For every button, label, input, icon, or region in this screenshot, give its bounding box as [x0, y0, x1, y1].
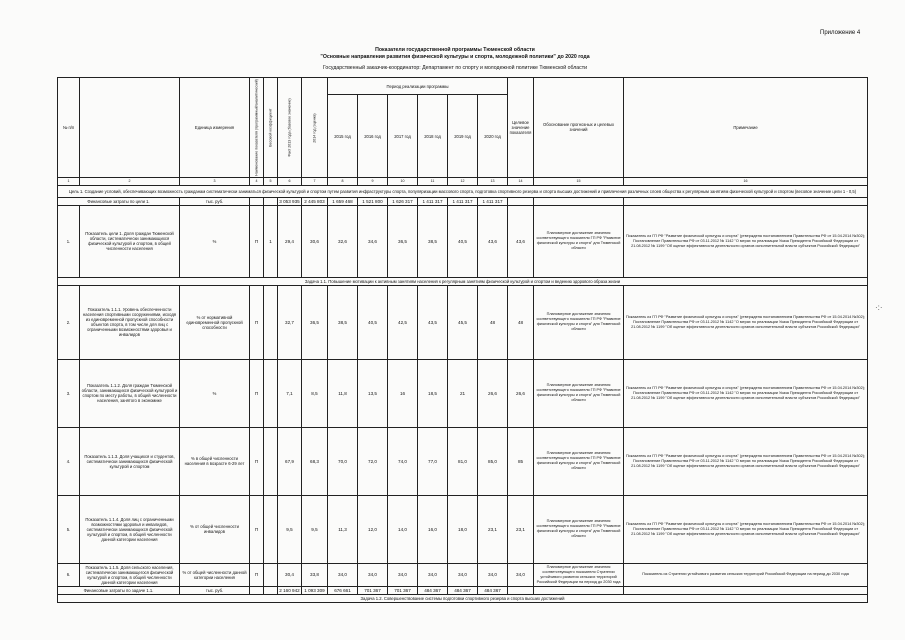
value-year: 13,5 — [358, 359, 388, 427]
row-number: 3. — [58, 359, 80, 427]
value-year: 43,6 — [478, 205, 508, 277]
finance-value: 2 445 803 — [302, 197, 328, 205]
value-year: 34,0 — [388, 563, 418, 586]
column-index: 16 — [624, 177, 868, 185]
column-index: 14 — [508, 177, 534, 185]
value-year: 45,5 — [448, 285, 478, 359]
value-2013: 67,9 — [278, 427, 302, 495]
header-year: 2019 год — [448, 95, 478, 177]
finance-task-label: Финансовые затраты по задаче 1.1. — [58, 586, 180, 594]
value-year: 12,0 — [358, 495, 388, 563]
header-unit: Единица измерения — [180, 78, 250, 178]
indicator-unit: % от нормативной единовременной пропускной способности — [180, 285, 250, 359]
note-text: Показатель из ГП РФ "Развитие физической культуры и спорта" (утверждена постановлением Правительства РФ от 15.04.2014 №302); Постановление Правительства РФ от 03.11.2012 № 1142 "О мерах по реализации Указа Президента Российской Федерации от 21.08.2012 № 1199 "Об оценке эффективности деятельности органов исполнительной власти субъектов Российской Федерации" — [624, 495, 868, 563]
finance-value: 1 411 317 — [418, 197, 448, 205]
value-2013: 29,4 — [278, 205, 302, 277]
header-2013: Факт 2013 года (базовое значение) — [278, 78, 302, 178]
value-2014: 33,8 — [302, 563, 328, 586]
finance-value: 1 521 800 — [358, 197, 388, 205]
note-text: Показатель из ГП РФ "Развитие физической культуры и спорта" (утверждена постановлением Правительства РФ от 15.04.2014 №302); Постановление Правительства РФ от 03.11.2012 № 1142 "О мерах по реализации Указа Президента Российской Федерации от 21.08.2012 № 1199 "Об оценке эффективности деятельности органов исполнительной власти субъектов Российской Федерации" — [624, 427, 868, 495]
header-no: № п/п — [58, 78, 80, 178]
header-year: 2016 год — [358, 95, 388, 177]
table-row — [58, 563, 868, 586]
column-index-row — [58, 177, 868, 185]
value-year: 42,5 — [388, 285, 418, 359]
header-year: 2020 год — [478, 95, 508, 177]
value-year: 43,5 — [418, 285, 448, 359]
column-index: 11 — [418, 177, 448, 185]
value-2013: 9,5 — [278, 495, 302, 563]
indicator-name: Показатель цели 1. Доля граждан Тюменской области, систематически занимающихся физической культурой и спортом, в общей численности населения — [80, 205, 180, 277]
header-name — [80, 78, 180, 178]
header-weight: Весовой коэффициент — [264, 78, 278, 178]
value-year: 36,5 — [388, 205, 418, 277]
column-index: 7 — [302, 177, 328, 185]
finance-value: 1 411 317 — [448, 197, 478, 205]
value-year: 21 — [448, 359, 478, 427]
rationale-text: Планомерное достижение значения соответствующего показателя ГП РФ "Развитие физической культуры и спорта" для Тюменской области — [534, 495, 624, 563]
scan-artifact: ·:· — [875, 303, 883, 312]
finance-unit: тыс. руб. — [180, 586, 250, 594]
target-value: 85 — [508, 427, 534, 495]
finance-value: 3 053 935 — [279, 198, 300, 204]
column-index: 2 — [80, 177, 180, 185]
value-year: 32,6 — [328, 205, 358, 277]
finance-value: 2 160 942 — [279, 587, 300, 593]
table-row — [58, 359, 868, 427]
indicator-type: П — [250, 359, 264, 427]
indicator-type: П — [250, 495, 264, 563]
column-index: 5 — [264, 177, 278, 185]
finance-value: 1 093 309 — [302, 586, 328, 594]
header-2014: 2014 год (оценка) — [302, 78, 328, 178]
header-year: 2017 год — [388, 95, 418, 177]
value-2013: 30,4 — [278, 563, 302, 586]
indicator-type: П — [250, 205, 264, 277]
finance-value: 484 367 — [418, 586, 448, 594]
column-index: 4 — [250, 177, 264, 185]
indicator-weight — [264, 285, 278, 359]
indicator-name: Показатель 1.1.3. Доля учащихся и студентов, систематически занимающихся физической культурой и спортом — [80, 427, 180, 495]
value-year: 11,3 — [328, 495, 358, 563]
indicator-weight — [264, 427, 278, 495]
target-value: 26,6 — [508, 359, 534, 427]
value-2013: 32,7 — [278, 285, 302, 359]
finance-task-row — [58, 586, 868, 594]
value-2014: 36,5 — [302, 285, 328, 359]
note-text: Показатель из ГП РФ "Развитие физической культуры и спорта" (утверждена постановлением Правительства РФ от 15.04.2014 №302); Постановление Правительства РФ от 03.11.2012 № 1142 "О мерах по реализации Указа Президента Российской Федерации от 21.08.2012 № 1199 "Об оценке эффективности деятельности органов исполнительной власти субъектов Российской Федерации" — [624, 285, 868, 359]
rationale-text: Планомерное достижение значения соответствующего показателя ГП РФ "Развитие физической культуры и спорта" для Тюменской области — [534, 427, 624, 495]
document-title: Показатели государственной программы Тюменской области — [375, 47, 535, 53]
row-number: 1. — [58, 205, 80, 277]
value-year: 48 — [478, 285, 508, 359]
column-index: 15 — [534, 177, 624, 185]
table-row — [58, 205, 868, 277]
finance-value: 484 367 — [478, 586, 508, 594]
table-row — [58, 495, 868, 563]
indicator-unit: % — [180, 205, 250, 277]
header-period: Период реализации программы — [328, 78, 508, 95]
value-2013: 7,1 — [278, 359, 302, 427]
column-index: 10 — [388, 177, 418, 185]
rationale-text: Планомерное достижение значения соответствующего показателя ГП РФ "Развитие физической культуры и спорта" для Тюменской области — [534, 205, 624, 277]
header-target: Целевое значение показателя — [508, 78, 534, 178]
value-year: 26,6 — [478, 359, 508, 427]
value-year: 40,5 — [358, 285, 388, 359]
header-note: Примечание — [624, 78, 868, 178]
value-year: 70,0 — [328, 427, 358, 495]
value-2014: 9,5 — [302, 495, 328, 563]
value-year: 34,0 — [358, 563, 388, 586]
finance-value: 1 626 317 — [388, 197, 418, 205]
value-2014: 8,5 — [302, 359, 328, 427]
indicator-type: П — [250, 285, 264, 359]
finance-value: 676 661 — [328, 586, 358, 594]
column-index: 6 — [278, 177, 302, 185]
value-year: 81,0 — [448, 427, 478, 495]
indicator-type: П — [250, 563, 264, 586]
value-year: 11,8 — [328, 359, 358, 427]
indicator-unit: % — [180, 359, 250, 427]
indicator-name: Показатель 1.1.2. Доля граждан Тюменской области, занимающихся физической культурой и спортом по месту работы, в общей численности населения, занятого в экономике — [80, 359, 180, 427]
column-index: 9 — [358, 177, 388, 185]
indicator-unit: % от общей численности данной категории населения — [180, 563, 250, 586]
value-year: 40,5 — [448, 205, 478, 277]
rationale-text: Планомерное достижение значения соответствующего показателя Стратегии устойчивого развития сельских территорий Российской Федерации на период до 2030 года — [534, 563, 624, 586]
indicator-name: Показатель 1.1.4. Доля лиц с ограниченными возможностями здоровья и инвалидов, систематически занимающихся физической культурой и спортом, в общей численности данной категории населения — [80, 495, 180, 563]
row-number: 2. — [58, 285, 80, 359]
coordinator-line: Государственный заказчик-координатор: Департамент по спорту и молодежной политике Тюменской области — [322, 65, 588, 71]
value-year: 34,0 — [328, 563, 358, 586]
indicator-weight — [264, 563, 278, 586]
value-year: 85,0 — [478, 427, 508, 495]
task-1-2-text: Задача 1.2. Совершенствование системы подготовки спортивного резерва и спорта высших достижений — [58, 594, 868, 602]
target-value: 23,1 — [508, 495, 534, 563]
program-title: "Основные направления развития физической культуры и спорта, молодежной политики" до 2020 года — [320, 54, 590, 60]
value-year: 72,0 — [358, 427, 388, 495]
finance-value: 484 367 — [448, 586, 478, 594]
indicator-name: Показатель 1.1.5. Доля сельского населения, систематически занимающегося физической культурой и спортом, в общей численности данной категории населения — [80, 563, 180, 586]
indicator-type: П — [250, 427, 264, 495]
finance-value: 1 659 468 — [328, 197, 358, 205]
value-year: 34,0 — [448, 563, 478, 586]
note-text: Показатель из ГП РФ "Развитие физической культуры и спорта" (утверждена постановлением Правительства РФ от 15.04.2014 №302); Постановление Правительства РФ от 03.11.2012 № 1142 "О мерах по реализации Указа Президента Российской Федерации от 21.08.2012 № 1199 "Об оценке эффективности деятельности органов исполнительной власти субъектов Российской Федерации" — [624, 205, 868, 277]
indicator-name: Показатель 1.1.1. Уровень обеспеченности населения спортивными сооружениями, исходя из единовременной пропускной способности объектов спорта, в том числе для лиц с ограниченными возможностями здоровья и инвалидов — [80, 285, 180, 359]
header-year: 2015 год — [328, 95, 358, 177]
table-row — [58, 285, 868, 359]
value-year: 77,0 — [418, 427, 448, 495]
finance-value: 701 367 — [358, 586, 388, 594]
column-index: 12 — [448, 177, 478, 185]
header-rationale: Обоснование прогнозных и целевых значений — [534, 78, 624, 178]
indicator-weight: 1 — [264, 205, 278, 277]
indicators-table — [57, 77, 868, 603]
value-year: 14,0 — [388, 495, 418, 563]
finance-value: 1 411 317 — [478, 197, 508, 205]
value-year: 74,0 — [388, 427, 418, 495]
value-year: 18,0 — [448, 495, 478, 563]
column-index: 1 — [58, 177, 80, 185]
row-number: 4. — [58, 427, 80, 495]
value-year: 23,1 — [478, 495, 508, 563]
header-year: 2018 год — [418, 95, 448, 177]
value-year: 34,6 — [358, 205, 388, 277]
target-value: 34,0 — [508, 563, 534, 586]
column-index: 8 — [328, 177, 358, 185]
indicator-unit: % в общей численности населения в возрасте 6-29 лет — [180, 427, 250, 495]
column-index: 3 — [180, 177, 250, 185]
value-2014: 68,3 — [302, 427, 328, 495]
value-year: 34,0 — [418, 563, 448, 586]
rationale-text: Планомерное достижение значения соответствующего показателя ГП РФ "Развитие физической культуры и спорта" для Тюменской области — [534, 285, 624, 359]
row-number: 6. — [58, 563, 80, 586]
column-index: 13 — [478, 177, 508, 185]
finance-goal-label: Финансовые затраты по цели 1. — [58, 197, 180, 205]
target-value: 43,6 — [508, 205, 534, 277]
indicator-unit: % от общей численности инвалидов — [180, 495, 250, 563]
appendix-label: Приложение 4 — [820, 30, 861, 36]
goal-1-text: Цель 1. Создание условий, обеспечивающих возможность гражданам систематически заниматься физической культурой и спортом путем развития инфраструктуры спорта, популяризации массового спорта, подготовка спортивного резерва и спорта высших достижений и привлечения различных слоев общества к регулярным занятиям физической культурой и спортом (весовое значение цели 1 - 0,5) — [58, 185, 868, 197]
task-row — [58, 594, 868, 602]
header-type: Наименование показателя (программный/аналитический) — [250, 78, 264, 178]
finance-value: 701 367 — [388, 586, 418, 594]
note-text: Показатель из Стратегии устойчивого развития сельских территорий Российской Федерации на период до 2030 года — [624, 563, 868, 586]
finance-unit: тыс. руб. — [180, 197, 250, 205]
goal-row — [58, 185, 868, 197]
value-2014: 30,6 — [302, 205, 328, 277]
value-year: 34,0 — [478, 563, 508, 586]
value-year: 16,0 — [418, 495, 448, 563]
indicator-rows — [58, 285, 868, 586]
task-1-1-text: Задача 1.1. Повышение мотивации к активным занятиям населения к регулярным занятиям физической культурой и спортом и ведению здорового образа жизни — [58, 277, 868, 285]
indicator-weight — [264, 359, 278, 427]
header-row-top — [58, 78, 868, 95]
note-text: Показатель из ГП РФ "Развитие физической культуры и спорта" (утверждена постановлением Правительства РФ от 15.04.2014 №302); Постановление Правительства РФ от 03.11.2012 № 1142 "О мерах по реализации Указа Президента Российской Федерации от 21.08.2012 № 1199 "Об оценке эффективности деятельности органов исполнительной власти субъектов Российской Федерации" — [624, 359, 868, 427]
table-row — [58, 427, 868, 495]
target-value: 48 — [508, 285, 534, 359]
rationale-text: Планомерное достижение значения соответствующего показателя ГП РФ "Развитие физической культуры и спорта" для Тюменской области — [534, 359, 624, 427]
row-number: 5. — [58, 495, 80, 563]
value-year: 38,5 — [328, 285, 358, 359]
indicator-weight — [264, 495, 278, 563]
value-year: 38,5 — [418, 205, 448, 277]
finance-goal-row — [58, 197, 868, 205]
task-row — [58, 277, 868, 285]
value-year: 18,5 — [418, 359, 448, 427]
value-year: 16 — [388, 359, 418, 427]
